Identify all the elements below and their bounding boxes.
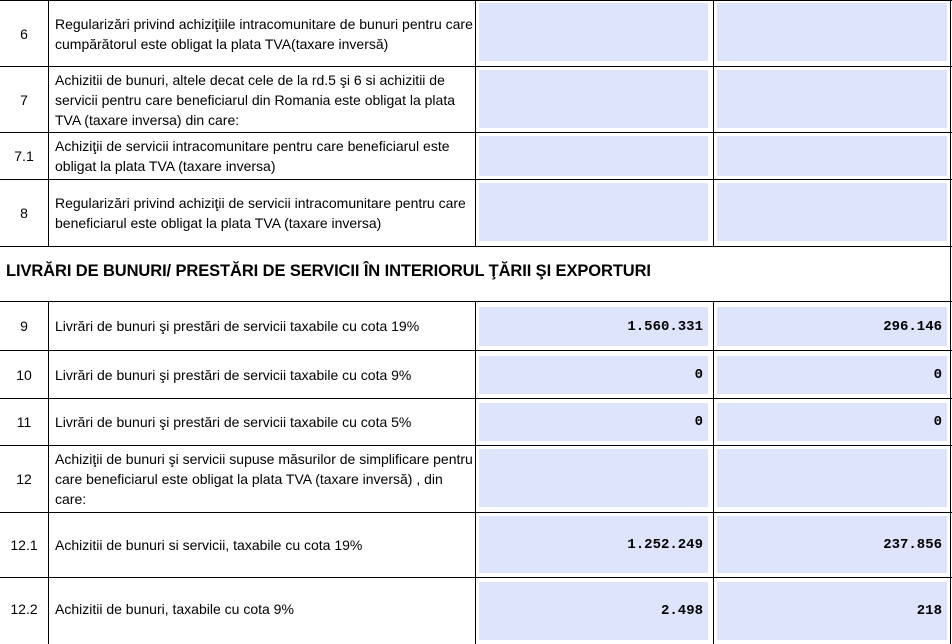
row-number: 8 <box>20 205 28 221</box>
row-description: Achiziţii de servicii intracomunitare pentru care beneficiarul este obligat la plata TVA (taxare inversa) <box>55 138 450 174</box>
vat-amount-field[interactable] <box>717 403 947 441</box>
row-divider <box>0 246 952 247</box>
row-number: 6 <box>20 25 28 42</box>
column-divider <box>475 0 476 246</box>
column-divider <box>475 301 476 644</box>
row-number: 12 <box>16 471 32 487</box>
base-amount-field[interactable] <box>479 3 708 61</box>
base-amount-field[interactable] <box>479 356 708 394</box>
row-description: Achizitii de bunuri, taxabile cu cota 9% <box>55 601 294 617</box>
row-description: Regularizări privind achiziţii de servicii intracomunitare pentru care beneficiarul este obligat la plata TVA (taxare inversa) <box>55 195 466 231</box>
row-number: 11 <box>16 414 32 430</box>
row-number: 7 <box>20 91 28 108</box>
vat-amount-field[interactable] <box>717 70 947 128</box>
column-divider <box>48 0 49 246</box>
row-description: Livrări de bunuri şi prestări de servicii taxabile cu cota 9% <box>55 366 412 383</box>
base-amount-field[interactable] <box>479 403 708 441</box>
vat-amount-field[interactable] <box>717 3 947 61</box>
row-number: 12.1 <box>10 537 38 553</box>
vat-amount-field[interactable] <box>717 449 947 507</box>
column-divider <box>713 0 714 246</box>
base-amount-field[interactable] <box>479 70 708 128</box>
column-divider <box>713 301 714 644</box>
row-number: 10 <box>16 366 32 383</box>
vat-amount-field[interactable] <box>717 356 947 394</box>
vat-amount-field[interactable] <box>717 307 947 346</box>
row-number: 9 <box>20 318 28 334</box>
base-amount-field[interactable] <box>479 582 708 640</box>
base-amount-field[interactable] <box>479 136 708 176</box>
row-description: Achiziţii de bunuri şi servicii supuse măsurilor de simplificare pentru care beneficiarul este obligat la plata TVA (taxare inversă) , din care: <box>55 451 473 507</box>
section-heading: LIVRĂRI DE BUNURI/ PRESTĂRI DE SERVICII ÎN INTERIORUL ŢĂRII ŞI EXPORTURI <box>6 261 651 280</box>
row-number: 7.1 <box>14 148 34 164</box>
row-description: Achizitii de bunuri, altele decat cele de la rd.5 şi 6 si achizitii de servicii pentru care beneficiarul din Romania este obligat la plata TVA (taxare inversa) din care: <box>55 71 455 128</box>
row-description: Achizitii de bunuri si servicii, taxabile cu cota 19% <box>55 537 363 553</box>
row-description: Livrări de bunuri şi prestări de servicii taxabile cu cota 19% <box>55 318 420 334</box>
vat-amount-field[interactable] <box>717 516 947 573</box>
vat-amount-field[interactable] <box>717 183 947 241</box>
base-amount-field[interactable] <box>479 307 708 346</box>
base-amount-field[interactable] <box>479 516 708 573</box>
column-divider <box>950 246 951 301</box>
row-description: Regularizări privind achiziţiile intracomunitare de bunuri pentru care cumpărătorul este obligat la plata TVA(taxare inversă) <box>55 15 473 52</box>
row-number: 12.2 <box>10 601 38 617</box>
column-divider <box>950 0 951 246</box>
vat-amount-field[interactable] <box>717 582 947 640</box>
base-amount-field[interactable] <box>479 449 708 507</box>
base-amount-field[interactable] <box>479 183 708 241</box>
vat-amount-field[interactable] <box>717 136 947 176</box>
row-description: Livrări de bunuri şi prestări de servicii taxabile cu cota 5% <box>55 414 412 430</box>
column-divider <box>48 301 49 644</box>
column-divider <box>950 301 951 644</box>
